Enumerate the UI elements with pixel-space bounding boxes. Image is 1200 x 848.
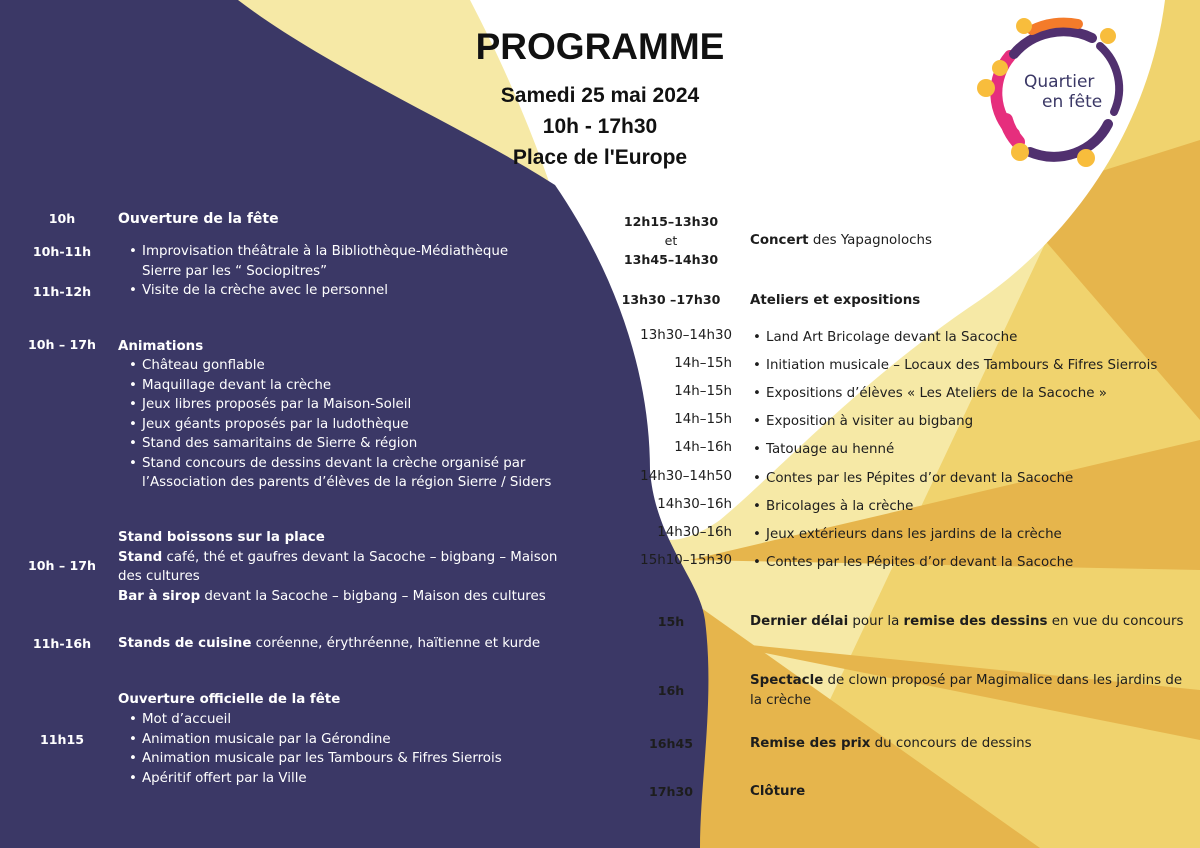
visit-list <box>118 281 388 301</box>
concert-time-and: et <box>664 233 678 248</box>
prizes-bold: Remise des prix <box>750 736 871 751</box>
workshop-time: 15h10–15h30 <box>640 553 732 568</box>
workshops-title: Ateliers et expositions <box>750 293 921 308</box>
visit-time: 11h-12h <box>32 284 92 299</box>
show-line <box>750 671 1182 691</box>
concert-time1: 12h15–13h30 <box>623 214 719 229</box>
drinks-stand-bold: Stand <box>118 550 163 565</box>
page-title: PROGRAMME <box>475 26 725 67</box>
workshop-time: 14h–15h <box>674 412 732 427</box>
closing-time: 17h30 <box>648 784 694 799</box>
opening-time: 10h <box>48 211 76 226</box>
workshop-item: • Contes par les Pépites d’or devant la Sacoche <box>742 553 1182 573</box>
cuisine-bold: Stands de cuisine <box>118 636 252 651</box>
animations-last-line2: l’Association des parents d’élèves de la région Sierre / Siders <box>142 475 552 490</box>
animations-list <box>118 356 525 474</box>
deadline-bold2: remise des dessins <box>903 614 1048 629</box>
official-time: 11h15 <box>39 732 85 747</box>
closing-label: Clôture <box>750 784 806 799</box>
concert-line <box>750 231 932 251</box>
concert-bold: Concert <box>750 233 809 248</box>
show-line2: la crèche <box>750 693 812 708</box>
list-item: • Improvisation théâtrale à la Bibliothèque-Médiathèque <box>118 242 508 262</box>
deadline-time: 15h <box>657 614 685 629</box>
workshop-time: 14h30–14h50 <box>640 469 732 484</box>
logo-line2: en fête <box>1042 92 1103 112</box>
workshop-item: • Tatouage au henné <box>742 440 1182 460</box>
list-item: • Stand concours de dessins devant la crèche organisé par <box>118 454 525 474</box>
workshop-item: • Contes par les Pépites d’or devant la Sacoche <box>742 469 1182 489</box>
drinks-time: 10h – 17h <box>27 558 97 573</box>
impro-time: 10h-11h <box>32 244 92 259</box>
animations-time: 10h – 17h <box>27 337 97 352</box>
logo-text <box>1024 72 1102 112</box>
drinks-stand-line2: des cultures <box>118 569 200 584</box>
event-hours: 10h - 17h30 <box>542 115 658 138</box>
concert-time <box>610 212 732 269</box>
list-item: • Animation musicale par les Tambours & Fifres Sierrois <box>118 749 502 769</box>
list-item: • Visite de la crèche avec le personnel <box>118 281 388 301</box>
workshop-item: • Expositions d’élèves « Les Ateliers de la Sacoche » <box>742 384 1182 404</box>
show-rest: de clown proposé par Magimalice dans les jardins de <box>823 673 1183 688</box>
workshops-time: 13h30 –17h30 <box>621 292 721 307</box>
workshop-item: • Exposition à visiter au bigbang <box>742 412 1182 432</box>
cuisine-line <box>118 634 540 654</box>
list-item: • Animation musicale par la Gérondine <box>118 730 502 750</box>
workshop-time: 13h30–14h30 <box>640 328 732 343</box>
cuisine-rest: coréenne, érythréenne, haïtienne et kurde <box>251 636 541 651</box>
animations-title: Animations <box>118 339 204 354</box>
drinks-stand <box>118 548 557 568</box>
drinks-title: Stand boissons sur la place <box>118 530 325 545</box>
concert-time2: 13h45–14h30 <box>623 252 719 267</box>
official-title: Ouverture officielle de la fête <box>118 692 341 707</box>
workshop-time: 14h30–16h <box>657 525 732 540</box>
deadline-rest: en vue du concours <box>1047 614 1184 629</box>
list-item: • Stand des samaritains de Sierre & région <box>118 434 525 454</box>
drinks-bar <box>118 587 546 607</box>
prizes-time: 16h45 <box>648 736 694 751</box>
deadline-line <box>750 612 1183 632</box>
event-date: Samedi 25 mai 2024 <box>500 84 700 107</box>
workshop-time: 14h–15h <box>674 356 732 371</box>
drinks-stand-rest: café, thé et gaufres devant la Sacoche – bigbang – Maison <box>162 550 558 565</box>
quartier-en-fete-logo <box>974 16 1140 172</box>
impro-list <box>118 242 508 262</box>
list-item: • Mot d’accueil <box>118 710 502 730</box>
list-item: • Jeux géants proposés par la ludothèque <box>118 415 525 435</box>
list-item: • Château gonflable <box>118 356 525 376</box>
workshop-time: 14h30–16h <box>657 497 732 512</box>
deadline-bold1: Dernier délai <box>750 614 849 629</box>
prizes-line <box>750 734 1032 754</box>
impro-line2: Sierre par les “ Sociopitres” <box>142 264 328 279</box>
workshop-item: • Bricolages à la crèche <box>742 497 1182 517</box>
workshop-item: • Jeux extérieurs dans les jardins de la crèche <box>742 525 1182 545</box>
workshop-time: 14h–16h <box>674 440 732 455</box>
opening-label: Ouverture de la fête <box>118 211 279 227</box>
cuisine-time: 11h-16h <box>32 636 92 651</box>
prizes-rest: du concours de dessins <box>870 736 1032 751</box>
show-bold: Spectacle <box>750 673 824 688</box>
official-list <box>118 710 502 788</box>
show-time: 16h <box>657 683 685 698</box>
logo-line1: Quartier <box>1024 72 1095 92</box>
workshop-item: • Initiation musicale – Locaux des Tambours & Fifres Sierrois <box>742 356 1182 376</box>
drinks-bar-rest: devant la Sacoche – bigbang – Maison des cultures <box>200 589 546 604</box>
event-place: Place de l'Europe <box>512 146 688 169</box>
list-item: • Apéritif offert par la Ville <box>118 769 502 789</box>
concert-rest: des Yapagnolochs <box>808 233 932 248</box>
list-item: • Jeux libres proposés par la Maison-Soleil <box>118 395 525 415</box>
workshop-item: • Land Art Bricolage devant la Sacoche <box>742 328 1182 348</box>
workshop-time: 14h–15h <box>674 384 732 399</box>
drinks-bar-bold: Bar à sirop <box>118 589 201 604</box>
deadline-mid: pour la <box>848 614 904 629</box>
list-item: • Maquillage devant la crèche <box>118 376 525 396</box>
